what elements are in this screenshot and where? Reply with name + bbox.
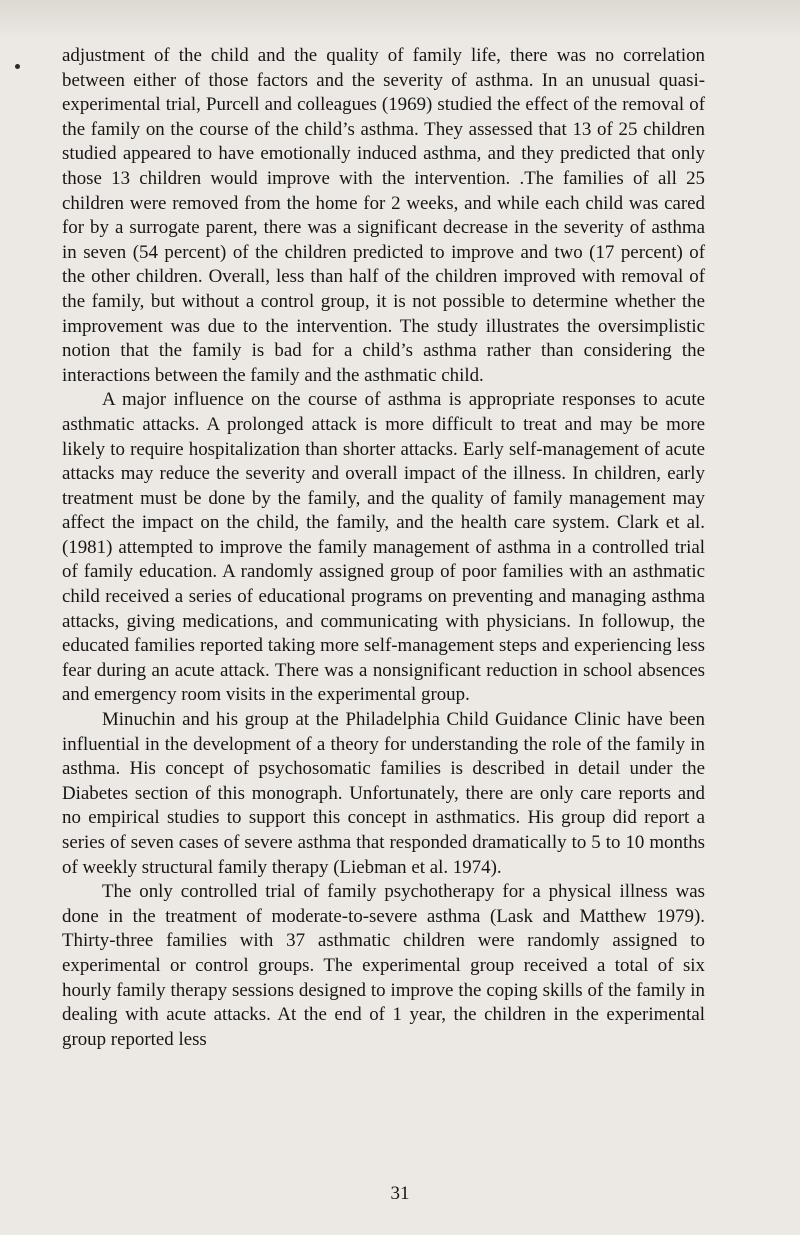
paragraph-continuation: adjustment of the child and the quality of family life, there was no correlation between either of those factors and the severity of asthma. In an unusual quasi-experimental trial, Purcell and colleagues (1969) studied the effect of the removal of the family on the course of the child’s asthma. They assessed that 13 of 25 children studied appeared to have emotionally induced asthma, and they predicted that only those 13 children would improve with the intervention. .The families of all 25 children were removed from the home for 2 weeks, and while each child was cared for by a surrogate parent, there was a significant decrease in the severity of asthma in seven (54 percent) of the children predicted to improve and two (17 percent) of the other children. Overall, less than half of the children improved with removal of the family, but without a control group, it is not possible to determine whether the improvement was due to the intervention. The study illustrates the oversimplistic notion that the family is bad for a child’s asthma rather than considering the interactions between the family and the asthmatic child. — [62, 45, 705, 386]
paragraph-controlled-trial: The only controlled trial of family psychotherapy for a physical illness was done in the treatment of moderate-to-severe asthma (Lask and Matthew 1979). Thirty-three families with 37 asthmatic children were randomly assigned to experimental or control groups. The experimental group received a total of six hourly family therapy sessions designed to improve the coping skills of the family in dealing with acute attacks. At the end of 1 year, the children in the experimental group reported less — [62, 881, 705, 1050]
paragraph-minuchin: Minuchin and his group at the Philadelphia Child Guidance Clinic have been influential in the development of a theory for understanding the role of the family in asthma. His concept of psychosomatic families is described in detail under the Diabetes section of this monograph. Unfortunately, there are only care reports and no empirical studies to support this concept in asthmatics. His group did report a series of seven cases of severe asthma that responded dramatically to 5 to 10 months of weekly structural family therapy (Liebman et al. 1974). — [62, 709, 705, 878]
page-number: 31 — [390, 1183, 410, 1204]
scan-shadow — [0, 0, 800, 40]
margin-bullet-mark — [15, 64, 20, 69]
paragraph-acute-attacks: A major influence on the course of asthma is appropriate responses to acute asthmatic attacks. A prolonged attack is more difficult to treat and may be more likely to require hospitalization than shorter attacks. Early self-management of acute attacks may reduce the severity and overall impact of the illness. In children, early treatment must be done by the family, and the quality of family management may affect the impact on the child, the family, and the health care system. Clark et al. (1981) attempted to improve the family management of asthma in a controlled trial of family education. A randomly assigned group of poor families with an asthmatic child received a series of educational programs on preventing and managing asthma attacks, giving medications, and communicating with physicians. In followup, the educated families reported taking more self-management steps and experiencing less fear during an acute attack. There was a nonsignificant reduction in school absences and emergency room visits in the experimental group. — [62, 389, 705, 706]
body-text — [62, 44, 705, 1052]
